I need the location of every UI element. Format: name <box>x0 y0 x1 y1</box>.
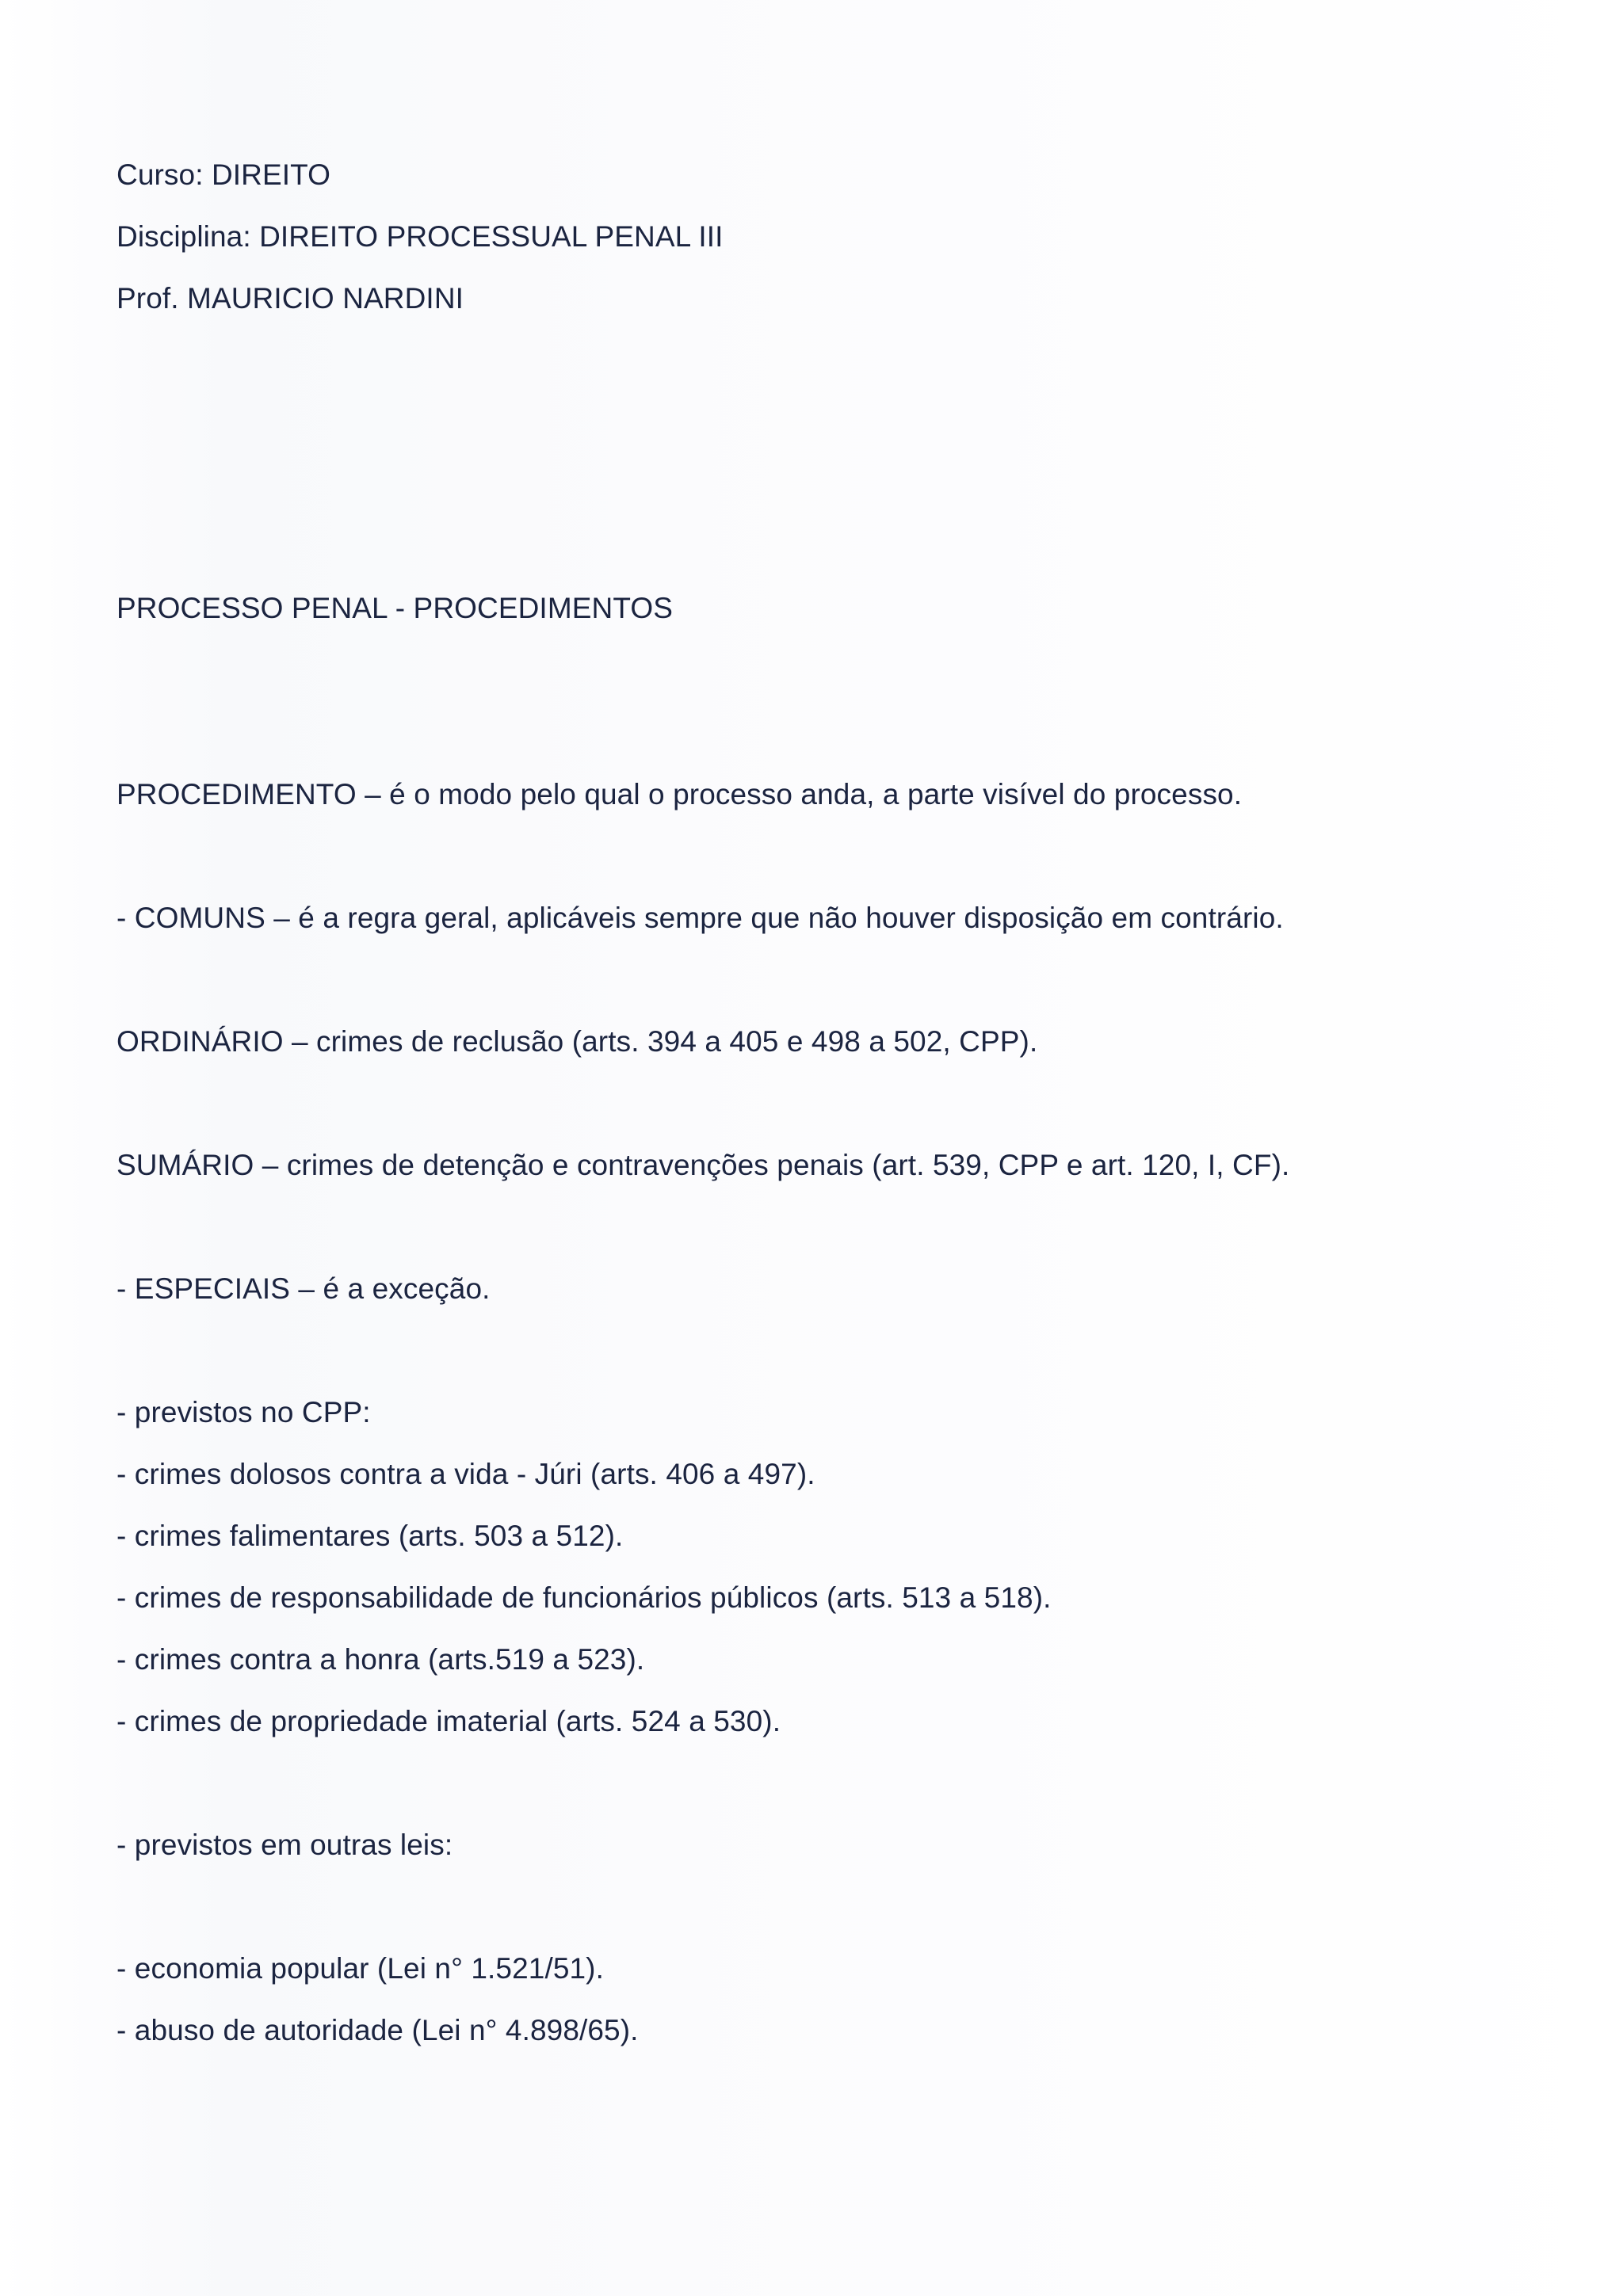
course-line: Curso: DIREITO <box>116 158 331 191</box>
professor-line: Prof. MAURICIO NARDINI <box>116 282 464 315</box>
list-item: - crimes dolosos contra a vida - Júri (arts. 406 a 497). <box>116 1458 815 1490</box>
discipline-line: Disciplina: DIREITO PROCESSUAL PENAL III <box>116 220 724 253</box>
list-item: - crimes falimentares (arts. 503 a 512). <box>116 1520 624 1552</box>
definition-paragraph: PROCEDIMENTO – é o modo pelo qual o processo anda, a parte visível do processo. <box>116 778 1243 810</box>
ordinario-paragraph: ORDINÁRIO – crimes de reclusão (arts. 394 a 405 e 498 a 502, CPP). <box>116 1025 1038 1058</box>
list-item: - economia popular (Lei n° 1.521/51). <box>116 1952 604 1985</box>
list-item: - crimes de propriedade imaterial (arts. 524 a 530). <box>116 1705 781 1737</box>
list-item: - crimes de responsabilidade de funcionários públicos (arts. 513 a 518). <box>116 1581 1052 1614</box>
document-title: PROCESSO PENAL - PROCEDIMENTOS <box>116 592 674 624</box>
sumario-paragraph: SUMÁRIO – crimes de detenção e contravenções penais (art. 539, CPP e art. 120, I, CF). <box>116 1149 1290 1181</box>
comuns-paragraph: - COMUNS – é a regra geral, aplicáveis sempre que não houver disposição em contrário. <box>116 902 1284 934</box>
especiais-paragraph: - ESPECIAIS – é a exceção. <box>116 1272 491 1305</box>
list-item: - crimes contra a honra (arts.519 a 523). <box>116 1643 645 1676</box>
cpp-heading: - previstos no CPP: <box>116 1396 371 1428</box>
other-laws-heading: - previstos em outras leis: <box>116 1829 453 1861</box>
list-item: - abuso de autoridade (Lei n° 4.898/65). <box>116 2014 639 2046</box>
